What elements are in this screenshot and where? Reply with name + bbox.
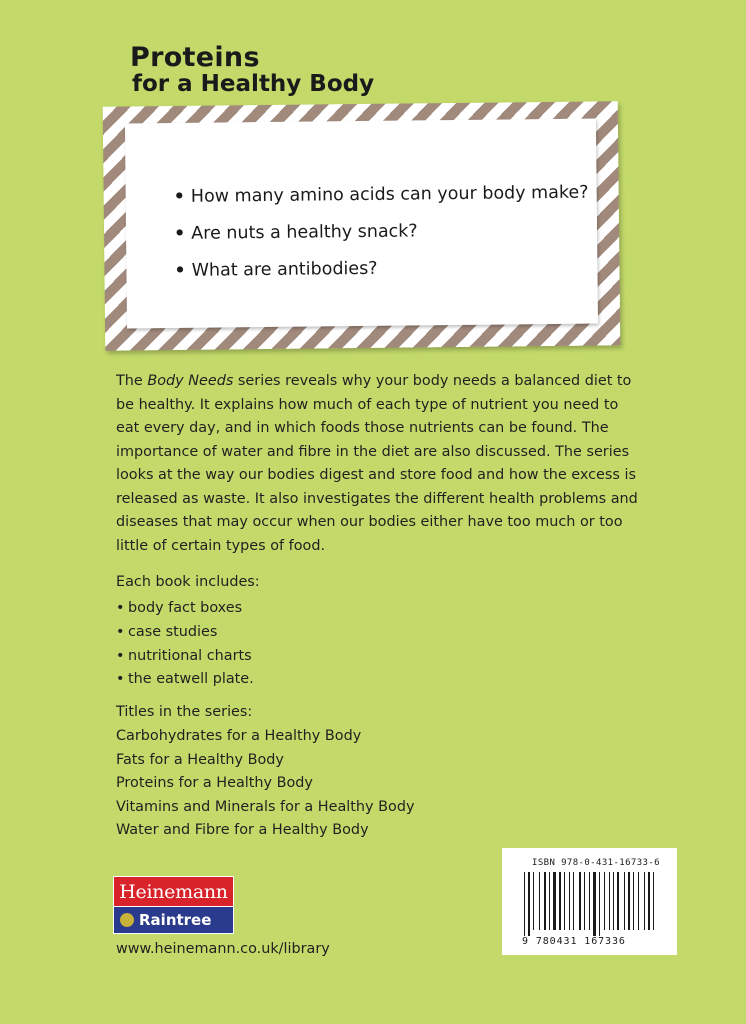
barcode-digits: 9 780431 167336	[522, 936, 626, 947]
question-item	[174, 212, 589, 253]
title-line-2: for a Healthy Body	[132, 71, 375, 98]
question-text: What are antibodies?	[191, 258, 378, 281]
question-text: How many amino acids can your body make?	[190, 182, 589, 207]
includes-list	[116, 597, 254, 692]
title-line-1: Proteins	[130, 42, 260, 73]
series-name: Body Needs	[147, 373, 234, 389]
series-title-item: Proteins for a Healthy Body	[116, 775, 313, 792]
list-item-text: case studies	[128, 623, 218, 640]
list-item-text: nutritional charts	[128, 647, 252, 664]
series-title-item: Fats for a Healthy Body	[116, 751, 284, 768]
question-card-inner	[125, 119, 598, 329]
bullet-icon: •	[116, 671, 125, 688]
logo-raintree	[113, 907, 234, 934]
description-body: series reveals why your body needs a balanced diet to be healthy. It explains how much of each type of nutrient you need to eat every day, and in which foods those nutrients can be found. The importance of water and fibre in the diet are also discussed. The series looks at the way our bodies digest and store food and how the excess is released as waste. It also investigates the different health problems and diseases that may occur when our bodies either have too much or too little of certain types of food.	[116, 373, 638, 554]
isbn-label: ISBN 978-0-431-16733-6	[532, 858, 661, 868]
logo-raintree-text: Raintree	[139, 910, 212, 929]
list-item	[116, 621, 254, 645]
description-intro: The	[116, 373, 148, 389]
publisher-url: www.heinemann.co.uk/library	[116, 941, 330, 957]
bullet-icon: •	[173, 186, 185, 207]
includes-heading: Each book includes:	[116, 574, 260, 590]
series-title-item: Carbohydrates for a Healthy Body	[116, 728, 362, 744]
logo-heinemann: Heinemann	[113, 876, 234, 907]
barcode-icon	[524, 872, 656, 936]
list-item	[116, 668, 254, 692]
list-item	[116, 645, 254, 669]
publisher-logo	[113, 876, 234, 934]
book-title	[130, 44, 374, 96]
question-list	[173, 175, 589, 290]
bullet-icon: •	[116, 623, 125, 640]
list-item-text: body fact boxes	[128, 600, 243, 616]
bullet-icon: •	[116, 647, 125, 664]
series-titles-heading: Titles in the series:	[116, 704, 253, 720]
question-card	[103, 101, 621, 350]
series-title-item: Water and Fibre for a Healthy Body	[116, 822, 369, 839]
question-item	[173, 175, 588, 216]
question-text: Are nuts a healthy snack?	[191, 221, 418, 244]
leaf-icon	[120, 913, 134, 927]
list-item	[116, 597, 254, 621]
list-item-text: the eatwell plate.	[128, 671, 254, 688]
bullet-icon: •	[116, 600, 125, 616]
question-item	[174, 249, 589, 290]
bullet-icon: •	[173, 223, 186, 244]
barcode-panel	[502, 848, 677, 955]
series-titles-list	[116, 725, 414, 843]
bullet-icon: •	[174, 260, 186, 281]
series-description	[116, 370, 646, 558]
series-title-item: Vitamins and Minerals for a Healthy Body	[116, 798, 415, 815]
